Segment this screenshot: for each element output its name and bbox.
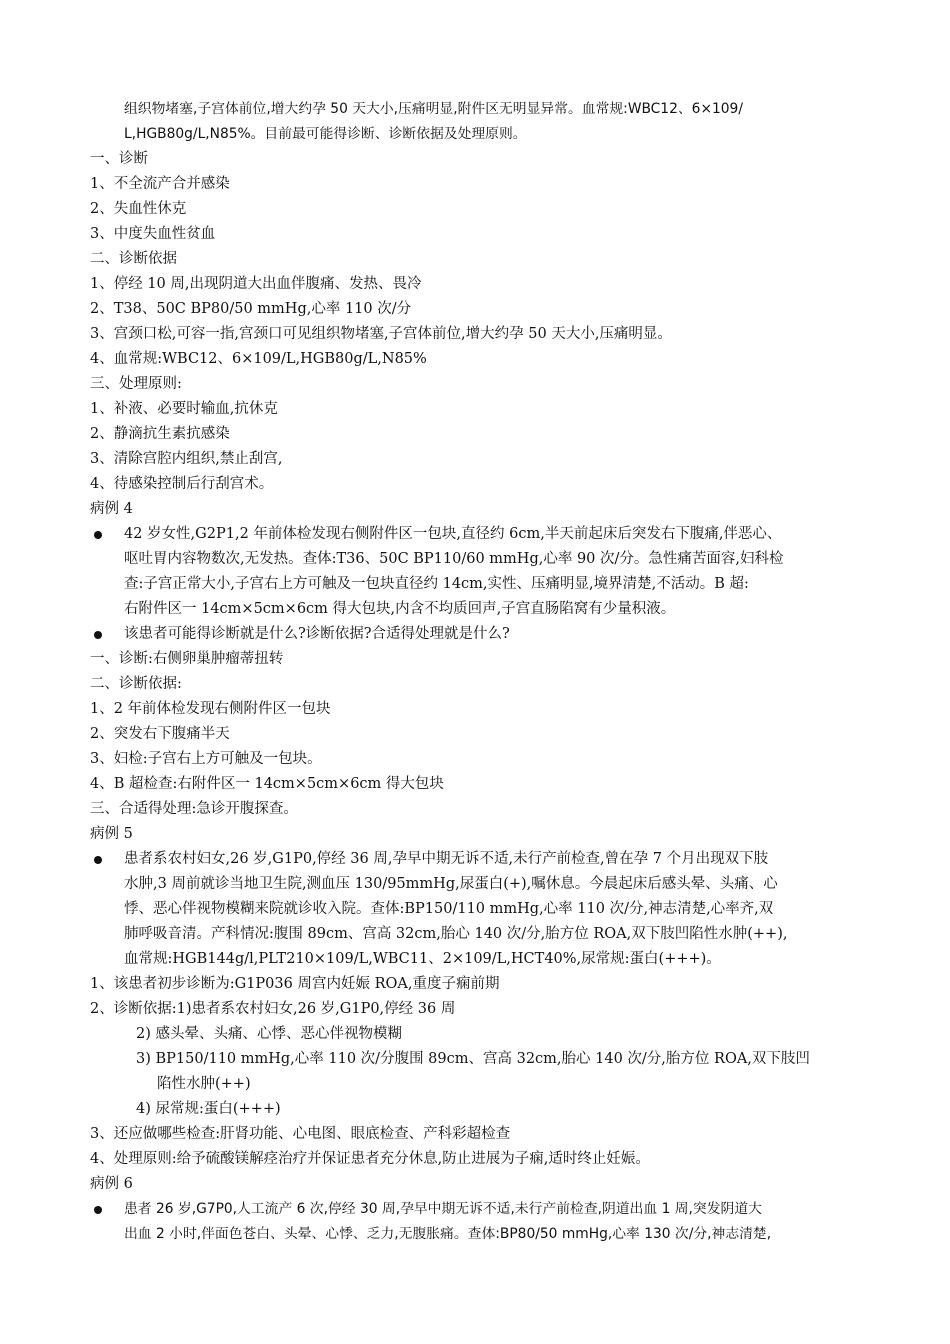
line-text: 二、诊断依据 bbox=[90, 251, 177, 267]
line-text: 该患者可能得诊断就是什么?诊断依据?合适得处理就是什么? bbox=[124, 626, 510, 642]
text-line bbox=[90, 1222, 880, 1247]
line-text: 3、宫颈口松,可容一指,宫颈口可见组织物堵塞,子宫体前位,增大约孕 50 天大小,压痛明显。 bbox=[90, 326, 672, 342]
line-text: 3、清除宫腔内组织,禁止刮宫, bbox=[90, 451, 283, 467]
bullet-icon bbox=[94, 631, 102, 639]
text-line bbox=[90, 947, 880, 972]
text-line bbox=[90, 322, 880, 347]
text-line bbox=[90, 1172, 880, 1197]
text-line bbox=[90, 697, 880, 722]
text-line bbox=[90, 247, 880, 272]
text-line bbox=[90, 997, 880, 1022]
line-text: 4、血常规:WBC12、6×109/L,HGB80g/L,N85% bbox=[90, 351, 427, 367]
line-text: 42 岁女性,G2P1,2 年前体检发现右侧附件区一包块,直径约 6cm,半天前起床后突发右下腹痛,伴恶心、 bbox=[124, 526, 782, 542]
line-text: 悸、恶心伴视物模糊来院就诊收入院。查体:BP150/110 mmHg,心率 110 次/分,神志清楚,心率齐,双 bbox=[124, 901, 774, 917]
line-text: 3、还应做哪些检查:肝肾功能、心电图、眼底检查、产科彩超检查 bbox=[90, 1126, 511, 1142]
line-text: 病例 5 bbox=[90, 826, 133, 842]
line-text: 组织物堵塞,子宫体前位,增大约孕 50 天大小,压痛明显,附件区无明显异常。血常规:WBC12、6×109/ bbox=[124, 101, 743, 117]
text-line bbox=[90, 372, 880, 397]
line-text: 右附件区一 14cm×5cm×6cm 得大包块,内含不均质回声,子宫直肠陷窝有少量积液。 bbox=[124, 601, 676, 617]
text-line bbox=[90, 897, 880, 922]
text-line bbox=[90, 972, 880, 997]
line-text: 病例 4 bbox=[90, 501, 133, 517]
line-text: 2) 感头晕、头痛、心悸、恶心伴视物模糊 bbox=[136, 1026, 402, 1042]
bullet-paragraph-line bbox=[90, 847, 880, 872]
text-line bbox=[90, 872, 880, 897]
line-text: 呕吐胃内容物数次,无发热。查体:T36、50C BP110/60 mmHg,心率 90 次/分。急性痛苦面容,妇科检 bbox=[124, 551, 784, 567]
line-text: 3) BP150/110 mmHg,心率 110 次/分腹围 89cm、宫高 32cm,胎心 140 次/分,胎方位 ROA,双下肢凹 bbox=[136, 1051, 810, 1067]
line-text: 2、诊断依据:1)患者系农村妇女,26 岁,G1P0,停经 36 周 bbox=[90, 1001, 456, 1017]
text-line bbox=[90, 472, 880, 497]
text-line bbox=[90, 1097, 880, 1122]
line-text: 三、处理原则: bbox=[90, 376, 182, 392]
text-line bbox=[90, 1147, 880, 1172]
text-line bbox=[90, 222, 880, 247]
line-text: 1、2 年前体检发现右侧附件区一包块 bbox=[90, 701, 331, 717]
text-line bbox=[90, 297, 880, 322]
text-line bbox=[90, 1047, 880, 1072]
line-text: 三、合适得处理:急诊开腹探查。 bbox=[90, 801, 298, 817]
line-text: 肺呼吸音清。产科情况:腹围 89cm、宫高 32cm,胎心 140 次/分,胎方位 ROA,双下肢凹陷性水肿(++), bbox=[124, 926, 788, 942]
text-line bbox=[90, 722, 880, 747]
line-text: 1、不全流产合并感染 bbox=[90, 176, 230, 192]
bullet-icon bbox=[94, 1206, 102, 1214]
line-text: 血常规:HGB144g/l,PLT210×109/L,WBC11、2×109/L,HCT40%,尿常规:蛋白(+++)。 bbox=[124, 951, 721, 967]
line-text: 一、诊断:右侧卵巢肿瘤蒂扭转 bbox=[90, 651, 284, 667]
text-line bbox=[90, 672, 880, 697]
line-text: 4、B 超检查:右附件区一 14cm×5cm×6cm 得大包块 bbox=[90, 776, 444, 792]
text-line bbox=[90, 797, 880, 822]
line-text: 一、诊断 bbox=[90, 151, 148, 167]
text-line bbox=[90, 1072, 880, 1097]
text-line bbox=[90, 822, 880, 847]
bullet-icon bbox=[94, 531, 102, 539]
text-line bbox=[90, 922, 880, 947]
text-line bbox=[90, 422, 880, 447]
text-line bbox=[90, 197, 880, 222]
line-text: 查:子宫正常大小,子宫右上方可触及一包块直径约 14cm,实性、压痛明显,境界清楚,不活动。B 超: bbox=[124, 576, 749, 592]
line-text: 3、中度失血性贫血 bbox=[90, 226, 216, 242]
text-line bbox=[90, 447, 880, 472]
line-text: 4、处理原则:给予硫酸镁解痉治疗并保证患者充分休息,防止进展为子痫,适时终止妊娠。 bbox=[90, 1151, 650, 1167]
bullet-paragraph-line bbox=[90, 1197, 880, 1222]
line-text: 出血 2 小时,伴面色苍白、头晕、心悸、乏力,无腹胀痛。查体:BP80/50 mmHg,心率 130 次/分,神志清楚, bbox=[124, 1226, 772, 1242]
line-text: 1、该患者初步诊断为:G1P036 周宫内妊娠 ROA,重度子痫前期 bbox=[90, 976, 500, 992]
text-line bbox=[90, 747, 880, 772]
line-text: 3、妇检:子宫右上方可触及一包块。 bbox=[90, 751, 322, 767]
text-line bbox=[90, 347, 880, 372]
text-line bbox=[90, 647, 880, 672]
text-line bbox=[90, 97, 880, 122]
line-text: 2、失血性休克 bbox=[90, 201, 187, 217]
line-text: 患者 26 岁,G7P0,人工流产 6 次,停经 30 周,孕早中期无诉不适,未行产前检查,阴道出血 1 周,突发阴道大 bbox=[124, 1201, 762, 1217]
bullet-paragraph-line bbox=[90, 522, 880, 547]
line-text: 2、静滴抗生素抗感染 bbox=[90, 426, 230, 442]
text-line bbox=[90, 547, 880, 572]
line-text: 1、停经 10 周,出现阴道大出血伴腹痛、发热、畏冷 bbox=[90, 276, 422, 292]
line-text: 水肿,3 周前就诊当地卫生院,测血压 130/95mmHg,尿蛋白(+),嘱休息。今晨起床后感头晕、头痛、心 bbox=[124, 876, 778, 892]
line-text: L,HGB80g/L,N85%。目前最可能得诊断、诊断依据及处理原则。 bbox=[124, 126, 527, 142]
line-text: 二、诊断依据: bbox=[90, 676, 182, 692]
line-text: 2、突发右下腹痛半天 bbox=[90, 726, 230, 742]
line-text: 4、待感染控制后行刮宫术。 bbox=[90, 476, 274, 492]
text-line bbox=[90, 772, 880, 797]
document-body bbox=[90, 97, 880, 1247]
line-text: 患者系农村妇女,26 岁,G1P0,停经 36 周,孕早中期无诉不适,未行产前检查,曾在孕 7 个月出现双下肢 bbox=[124, 851, 769, 867]
bullet-icon bbox=[94, 856, 102, 864]
text-line bbox=[90, 572, 880, 597]
line-text: 2、T38、50C BP80/50 mmHg,心率 110 次/分 bbox=[90, 301, 412, 317]
text-line bbox=[90, 147, 880, 172]
bullet-paragraph-line bbox=[90, 622, 880, 647]
text-line bbox=[90, 1022, 880, 1047]
line-text: 病例 6 bbox=[90, 1176, 133, 1192]
text-line bbox=[90, 172, 880, 197]
text-line bbox=[90, 397, 880, 422]
line-text: 1、补液、必要时输血,抗休克 bbox=[90, 401, 278, 417]
text-line bbox=[90, 122, 880, 147]
line-text: 陷性水肿(++) bbox=[157, 1076, 251, 1092]
text-line bbox=[90, 272, 880, 297]
text-line bbox=[90, 597, 880, 622]
line-text: 4) 尿常规:蛋白(+++) bbox=[136, 1101, 281, 1117]
text-line bbox=[90, 497, 880, 522]
text-line bbox=[90, 1122, 880, 1147]
